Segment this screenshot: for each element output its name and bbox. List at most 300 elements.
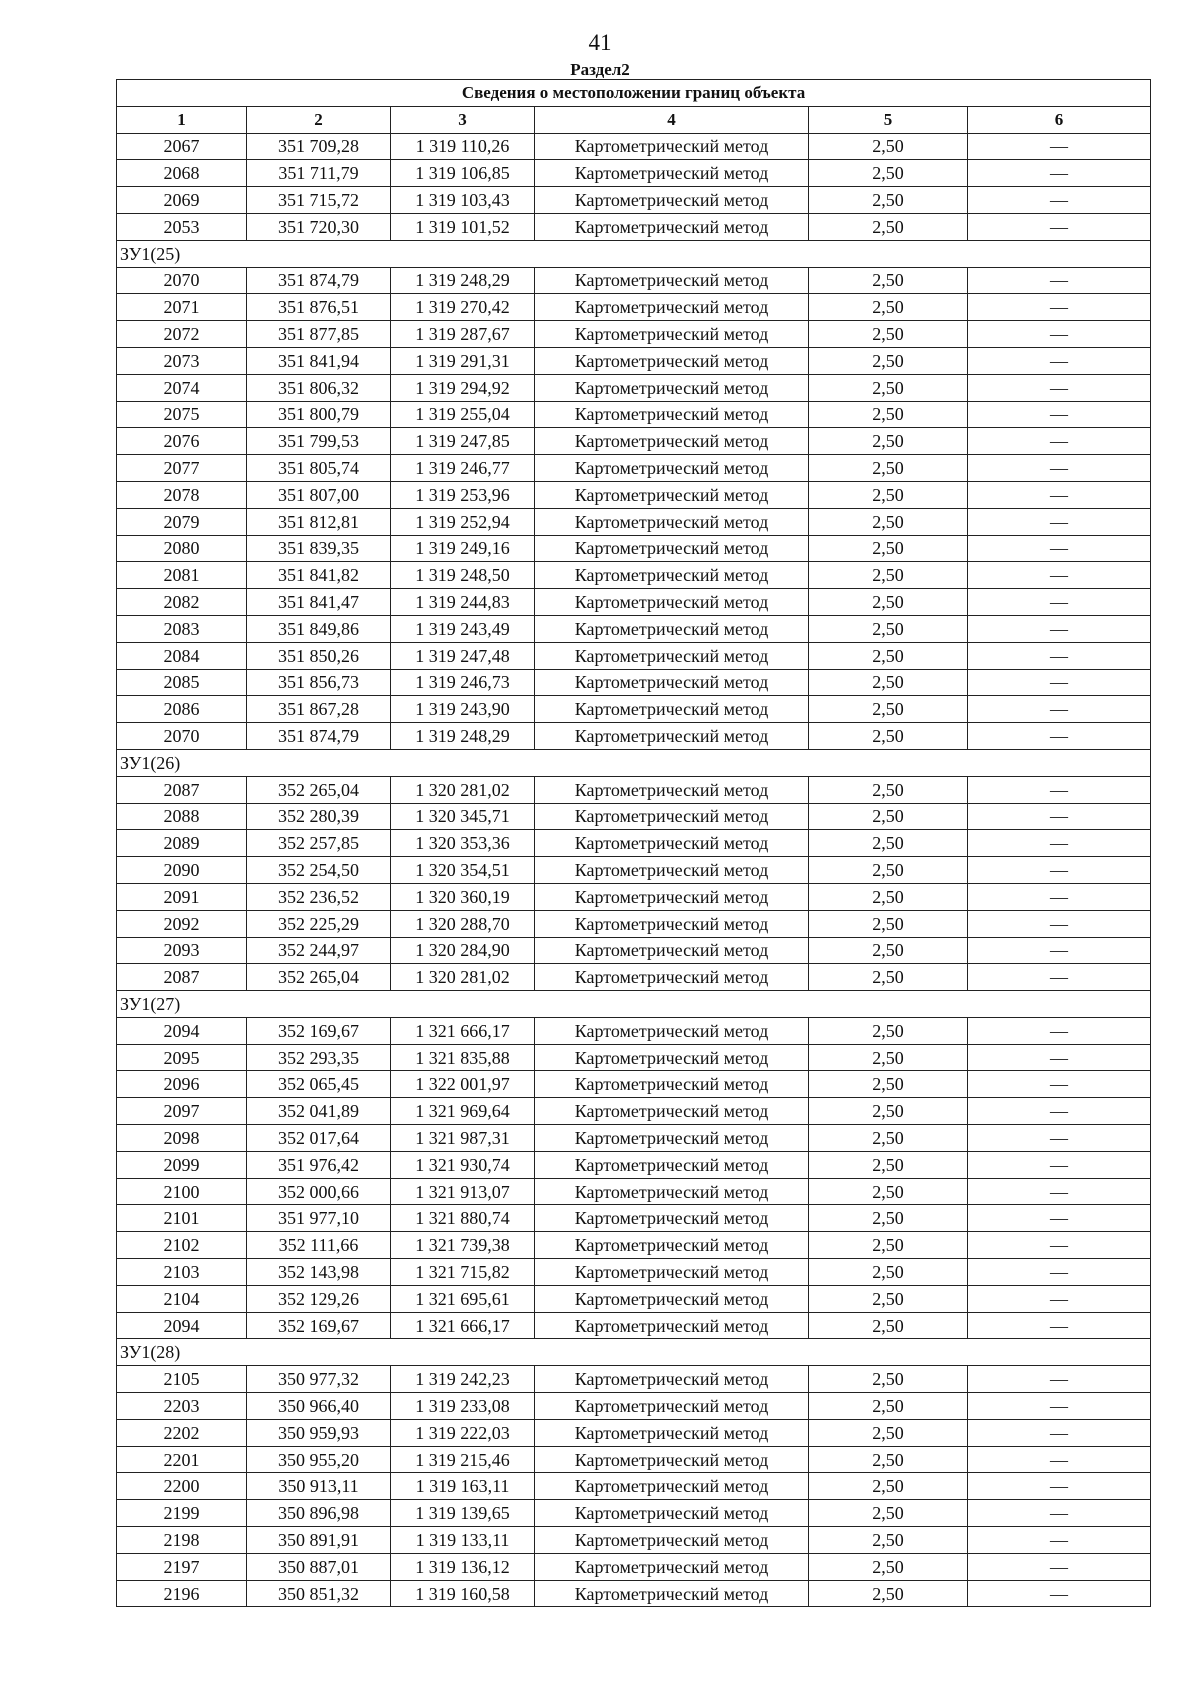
table-row [117, 883, 1151, 910]
y-coordinate-cell: 1 321 715,82 [391, 1259, 535, 1286]
accuracy-cell: 2,50 [809, 535, 968, 562]
accuracy-cell: 2,50 [809, 1017, 968, 1044]
y-coordinate-cell: 1 319 110,26 [391, 133, 535, 160]
x-coordinate-cell: 352 017,64 [247, 1125, 391, 1152]
x-coordinate-cell: 351 849,86 [247, 615, 391, 642]
table-row [117, 1205, 1151, 1232]
note-cell: — [968, 964, 1151, 991]
method-cell: Картометрический метод [535, 508, 809, 535]
point-number-cell: 2096 [117, 1071, 247, 1098]
x-coordinate-cell: 351 841,94 [247, 347, 391, 374]
method-cell: Картометрический метод [535, 1285, 809, 1312]
accuracy-cell: 2,50 [809, 1553, 968, 1580]
note-cell: — [968, 696, 1151, 723]
note-cell: — [968, 1473, 1151, 1500]
table-row [117, 321, 1151, 348]
y-coordinate-cell: 1 319 246,73 [391, 669, 535, 696]
method-cell: Картометрический метод [535, 1044, 809, 1071]
method-cell: Картометрический метод [535, 1446, 809, 1473]
accuracy-cell: 2,50 [809, 1044, 968, 1071]
note-cell: — [968, 1017, 1151, 1044]
accuracy-cell: 2,50 [809, 1098, 968, 1125]
accuracy-cell: 2,50 [809, 374, 968, 401]
accuracy-cell: 2,50 [809, 160, 968, 187]
y-coordinate-cell: 1 320 281,02 [391, 964, 535, 991]
point-number-cell: 2087 [117, 776, 247, 803]
method-cell: Картометрический метод [535, 455, 809, 482]
x-coordinate-cell: 351 850,26 [247, 642, 391, 669]
column-header: 4 [535, 106, 809, 133]
point-number-cell: 2095 [117, 1044, 247, 1071]
y-coordinate-cell: 1 321 666,17 [391, 1017, 535, 1044]
x-coordinate-cell: 350 977,32 [247, 1366, 391, 1393]
method-cell: Картометрический метод [535, 776, 809, 803]
note-cell: — [968, 1527, 1151, 1554]
note-cell: — [968, 294, 1151, 321]
method-cell: Картометрический метод [535, 883, 809, 910]
table-row [117, 187, 1151, 214]
table-row [117, 937, 1151, 964]
table-row [117, 160, 1151, 187]
accuracy-cell: 2,50 [809, 1500, 968, 1527]
column-header: 6 [968, 106, 1151, 133]
table-row [117, 1553, 1151, 1580]
x-coordinate-cell: 350 959,93 [247, 1419, 391, 1446]
method-cell: Картометрический метод [535, 1017, 809, 1044]
note-cell: — [968, 642, 1151, 669]
group-row [117, 991, 1151, 1018]
x-coordinate-cell: 352 169,67 [247, 1017, 391, 1044]
table-row [117, 1044, 1151, 1071]
x-coordinate-cell: 350 955,20 [247, 1446, 391, 1473]
column-header: 3 [391, 106, 535, 133]
point-number-cell: 2099 [117, 1151, 247, 1178]
y-coordinate-cell: 1 319 242,23 [391, 1366, 535, 1393]
method-cell: Картометрический метод [535, 1205, 809, 1232]
accuracy-cell: 2,50 [809, 857, 968, 884]
note-cell: — [968, 1312, 1151, 1339]
method-cell: Картометрический метод [535, 213, 809, 240]
y-coordinate-cell: 1 320 345,71 [391, 803, 535, 830]
accuracy-cell: 2,50 [809, 776, 968, 803]
table-row [117, 1125, 1151, 1152]
method-cell: Картометрический метод [535, 267, 809, 294]
accuracy-cell: 2,50 [809, 1178, 968, 1205]
accuracy-cell: 2,50 [809, 1312, 968, 1339]
point-number-cell: 2082 [117, 589, 247, 616]
accuracy-cell: 2,50 [809, 455, 968, 482]
note-cell: — [968, 589, 1151, 616]
x-coordinate-cell: 351 976,42 [247, 1151, 391, 1178]
point-number-cell: 2093 [117, 937, 247, 964]
method-cell: Картометрический метод [535, 401, 809, 428]
table-row [117, 803, 1151, 830]
x-coordinate-cell: 351 977,10 [247, 1205, 391, 1232]
table-row [117, 1393, 1151, 1420]
method-cell: Картометрический метод [535, 535, 809, 562]
accuracy-cell: 2,50 [809, 562, 968, 589]
table-header-row [117, 106, 1151, 133]
note-cell: — [968, 1151, 1151, 1178]
x-coordinate-cell: 352 065,45 [247, 1071, 391, 1098]
column-header: 5 [809, 106, 968, 133]
note-cell: — [968, 803, 1151, 830]
accuracy-cell: 2,50 [809, 1259, 968, 1286]
y-coordinate-cell: 1 319 222,03 [391, 1419, 535, 1446]
accuracy-cell: 2,50 [809, 1071, 968, 1098]
point-number-cell: 2071 [117, 294, 247, 321]
table-row [117, 830, 1151, 857]
x-coordinate-cell: 350 966,40 [247, 1393, 391, 1420]
accuracy-cell: 2,50 [809, 213, 968, 240]
point-number-cell: 2200 [117, 1473, 247, 1500]
x-coordinate-cell: 350 851,32 [247, 1580, 391, 1607]
point-number-cell: 2077 [117, 455, 247, 482]
method-cell: Картометрический метод [535, 1393, 809, 1420]
x-coordinate-cell: 351 876,51 [247, 294, 391, 321]
x-coordinate-cell: 352 000,66 [247, 1178, 391, 1205]
accuracy-cell: 2,50 [809, 294, 968, 321]
table-row [117, 723, 1151, 750]
table-row [117, 508, 1151, 535]
x-coordinate-cell: 351 812,81 [247, 508, 391, 535]
y-coordinate-cell: 1 321 880,74 [391, 1205, 535, 1232]
table-caption-row [117, 80, 1151, 107]
point-number-cell: 2070 [117, 267, 247, 294]
point-number-cell: 2053 [117, 213, 247, 240]
method-cell: Картометрический метод [535, 1125, 809, 1152]
note-cell: — [968, 883, 1151, 910]
point-number-cell: 2069 [117, 187, 247, 214]
method-cell: Картометрический метод [535, 1098, 809, 1125]
point-number-cell: 2083 [117, 615, 247, 642]
x-coordinate-cell: 350 913,11 [247, 1473, 391, 1500]
accuracy-cell: 2,50 [809, 1366, 968, 1393]
table-row [117, 642, 1151, 669]
method-cell: Картометрический метод [535, 160, 809, 187]
method-cell: Картометрический метод [535, 642, 809, 669]
method-cell: Картометрический метод [535, 589, 809, 616]
method-cell: Картометрический метод [535, 187, 809, 214]
x-coordinate-cell: 351 874,79 [247, 267, 391, 294]
accuracy-cell: 2,50 [809, 723, 968, 750]
method-cell: Картометрический метод [535, 481, 809, 508]
method-cell: Картометрический метод [535, 1178, 809, 1205]
y-coordinate-cell: 1 319 106,85 [391, 160, 535, 187]
table-row [117, 401, 1151, 428]
point-number-cell: 2102 [117, 1232, 247, 1259]
table-row [117, 1446, 1151, 1473]
note-cell: — [968, 857, 1151, 884]
method-cell: Картометрический метод [535, 1312, 809, 1339]
note-cell: — [968, 615, 1151, 642]
x-coordinate-cell: 352 225,29 [247, 910, 391, 937]
note-cell: — [968, 321, 1151, 348]
accuracy-cell: 2,50 [809, 401, 968, 428]
x-coordinate-cell: 350 891,91 [247, 1527, 391, 1554]
method-cell: Картометрический метод [535, 696, 809, 723]
accuracy-cell: 2,50 [809, 642, 968, 669]
table-row [117, 589, 1151, 616]
note-cell: — [968, 401, 1151, 428]
point-number-cell: 2104 [117, 1285, 247, 1312]
note-cell: — [968, 1044, 1151, 1071]
point-number-cell: 2074 [117, 374, 247, 401]
note-cell: — [968, 508, 1151, 535]
point-number-cell: 2100 [117, 1178, 247, 1205]
note-cell: — [968, 1419, 1151, 1446]
y-coordinate-cell: 1 321 987,31 [391, 1125, 535, 1152]
y-coordinate-cell: 1 319 294,92 [391, 374, 535, 401]
y-coordinate-cell: 1 321 695,61 [391, 1285, 535, 1312]
method-cell: Картометрический метод [535, 1473, 809, 1500]
y-coordinate-cell: 1 319 248,29 [391, 267, 535, 294]
x-coordinate-cell: 352 111,66 [247, 1232, 391, 1259]
y-coordinate-cell: 1 321 969,64 [391, 1098, 535, 1125]
point-number-cell: 2105 [117, 1366, 247, 1393]
method-cell: Картометрический метод [535, 321, 809, 348]
table-row [117, 562, 1151, 589]
y-coordinate-cell: 1 319 215,46 [391, 1446, 535, 1473]
y-coordinate-cell: 1 319 253,96 [391, 481, 535, 508]
table-row [117, 1285, 1151, 1312]
point-number-cell: 2089 [117, 830, 247, 857]
table-row [117, 1017, 1151, 1044]
table-row [117, 964, 1151, 991]
note-cell: — [968, 1205, 1151, 1232]
table-row [117, 1232, 1151, 1259]
accuracy-cell: 2,50 [809, 481, 968, 508]
accuracy-cell: 2,50 [809, 696, 968, 723]
note-cell: — [968, 1285, 1151, 1312]
note-cell: — [968, 776, 1151, 803]
column-header: 2 [247, 106, 391, 133]
note-cell: — [968, 160, 1151, 187]
method-cell: Картометрический метод [535, 374, 809, 401]
accuracy-cell: 2,50 [809, 830, 968, 857]
accuracy-cell: 2,50 [809, 964, 968, 991]
point-number-cell: 2086 [117, 696, 247, 723]
table-row [117, 1071, 1151, 1098]
accuracy-cell: 2,50 [809, 615, 968, 642]
accuracy-cell: 2,50 [809, 883, 968, 910]
page-number: 41 [588, 30, 612, 55]
x-coordinate-cell: 352 293,35 [247, 1044, 391, 1071]
point-number-cell: 2076 [117, 428, 247, 455]
method-cell: Картометрический метод [535, 1071, 809, 1098]
accuracy-cell: 2,50 [809, 1580, 968, 1607]
accuracy-cell: 2,50 [809, 669, 968, 696]
method-cell: Картометрический метод [535, 937, 809, 964]
x-coordinate-cell: 351 839,35 [247, 535, 391, 562]
note-cell: — [968, 374, 1151, 401]
x-coordinate-cell: 351 877,85 [247, 321, 391, 348]
point-number-cell: 2075 [117, 401, 247, 428]
method-cell: Картометрический метод [535, 1527, 809, 1554]
note-cell: — [968, 1393, 1151, 1420]
point-number-cell: 2090 [117, 857, 247, 884]
x-coordinate-cell: 351 711,79 [247, 160, 391, 187]
y-coordinate-cell: 1 319 133,11 [391, 1527, 535, 1554]
note-cell: — [968, 1232, 1151, 1259]
y-coordinate-cell: 1 319 270,42 [391, 294, 535, 321]
method-cell: Картометрический метод [535, 803, 809, 830]
y-coordinate-cell: 1 319 243,90 [391, 696, 535, 723]
group-row [117, 749, 1151, 776]
point-number-cell: 2101 [117, 1205, 247, 1232]
x-coordinate-cell: 352 143,98 [247, 1259, 391, 1286]
method-cell: Картометрический метод [535, 1500, 809, 1527]
note-cell: — [968, 455, 1151, 482]
table-row [117, 1527, 1151, 1554]
point-number-cell: 2079 [117, 508, 247, 535]
point-number-cell: 2080 [117, 535, 247, 562]
note-cell: — [968, 1446, 1151, 1473]
note-cell: — [968, 133, 1151, 160]
point-number-cell: 2196 [117, 1580, 247, 1607]
table-body [117, 133, 1151, 1607]
point-number-cell: 2072 [117, 321, 247, 348]
table-row [117, 213, 1151, 240]
point-number-cell: 2198 [117, 1527, 247, 1554]
y-coordinate-cell: 1 321 739,38 [391, 1232, 535, 1259]
coordinates-table [116, 79, 1151, 1607]
point-number-cell: 2197 [117, 1553, 247, 1580]
point-number-cell: 2081 [117, 562, 247, 589]
table-row [117, 133, 1151, 160]
group-label: ЗУ1(28) [117, 1339, 1151, 1366]
table-row [117, 1580, 1151, 1607]
point-number-cell: 2092 [117, 910, 247, 937]
accuracy-cell: 2,50 [809, 187, 968, 214]
accuracy-cell: 2,50 [809, 910, 968, 937]
note-cell: — [968, 1500, 1151, 1527]
method-cell: Картометрический метод [535, 830, 809, 857]
table-row [117, 1419, 1151, 1446]
table-row [117, 294, 1151, 321]
accuracy-cell: 2,50 [809, 267, 968, 294]
method-cell: Картометрический метод [535, 1580, 809, 1607]
point-number-cell: 2073 [117, 347, 247, 374]
note-cell: — [968, 187, 1151, 214]
group-label: ЗУ1(27) [117, 991, 1151, 1018]
y-coordinate-cell: 1 319 244,83 [391, 589, 535, 616]
x-coordinate-cell: 352 236,52 [247, 883, 391, 910]
accuracy-cell: 2,50 [809, 508, 968, 535]
x-coordinate-cell: 351 867,28 [247, 696, 391, 723]
x-coordinate-cell: 352 041,89 [247, 1098, 391, 1125]
method-cell: Картометрический метод [535, 1151, 809, 1178]
table-row [117, 776, 1151, 803]
x-coordinate-cell: 352 254,50 [247, 857, 391, 884]
y-coordinate-cell: 1 319 233,08 [391, 1393, 535, 1420]
table-row [117, 857, 1151, 884]
y-coordinate-cell: 1 321 666,17 [391, 1312, 535, 1339]
table-row [117, 1366, 1151, 1393]
y-coordinate-cell: 1 319 160,58 [391, 1580, 535, 1607]
group-label: ЗУ1(25) [117, 240, 1151, 267]
method-cell: Картометрический метод [535, 1232, 809, 1259]
accuracy-cell: 2,50 [809, 133, 968, 160]
note-cell: — [968, 1366, 1151, 1393]
x-coordinate-cell: 351 715,72 [247, 187, 391, 214]
note-cell: — [968, 1259, 1151, 1286]
point-number-cell: 2070 [117, 723, 247, 750]
x-coordinate-cell: 352 169,67 [247, 1312, 391, 1339]
point-number-cell: 2201 [117, 1446, 247, 1473]
note-cell: — [968, 1553, 1151, 1580]
x-coordinate-cell: 351 805,74 [247, 455, 391, 482]
y-coordinate-cell: 1 320 360,19 [391, 883, 535, 910]
accuracy-cell: 2,50 [809, 321, 968, 348]
table-row [117, 910, 1151, 937]
y-coordinate-cell: 1 319 243,49 [391, 615, 535, 642]
method-cell: Картометрический метод [535, 1259, 809, 1286]
y-coordinate-cell: 1 319 103,43 [391, 187, 535, 214]
y-coordinate-cell: 1 319 136,12 [391, 1553, 535, 1580]
note-cell: — [968, 562, 1151, 589]
y-coordinate-cell: 1 319 255,04 [391, 401, 535, 428]
note-cell: — [968, 213, 1151, 240]
table-caption: Сведения о местоположении границ объекта [117, 80, 1151, 107]
y-coordinate-cell: 1 319 139,65 [391, 1500, 535, 1527]
accuracy-cell: 2,50 [809, 1232, 968, 1259]
note-cell: — [968, 1178, 1151, 1205]
y-coordinate-cell: 1 319 252,94 [391, 508, 535, 535]
section-title: Раздел2 [570, 60, 630, 79]
accuracy-cell: 2,50 [809, 589, 968, 616]
point-number-cell: 2088 [117, 803, 247, 830]
accuracy-cell: 2,50 [809, 1285, 968, 1312]
accuracy-cell: 2,50 [809, 1125, 968, 1152]
y-coordinate-cell: 1 319 163,11 [391, 1473, 535, 1500]
accuracy-cell: 2,50 [809, 1446, 968, 1473]
point-number-cell: 2199 [117, 1500, 247, 1527]
table-row [117, 428, 1151, 455]
y-coordinate-cell: 1 320 353,36 [391, 830, 535, 857]
note-cell: — [968, 1071, 1151, 1098]
method-cell: Картометрический метод [535, 615, 809, 642]
method-cell: Картометрический метод [535, 910, 809, 937]
y-coordinate-cell: 1 320 354,51 [391, 857, 535, 884]
y-coordinate-cell: 1 321 913,07 [391, 1178, 535, 1205]
y-coordinate-cell: 1 320 284,90 [391, 937, 535, 964]
column-header: 1 [117, 106, 247, 133]
accuracy-cell: 2,50 [809, 1473, 968, 1500]
method-cell: Картометрический метод [535, 347, 809, 374]
accuracy-cell: 2,50 [809, 347, 968, 374]
table-row [117, 1312, 1151, 1339]
x-coordinate-cell: 351 841,47 [247, 589, 391, 616]
note-cell: — [968, 535, 1151, 562]
x-coordinate-cell: 352 129,26 [247, 1285, 391, 1312]
table-row [117, 374, 1151, 401]
y-coordinate-cell: 1 319 248,29 [391, 723, 535, 750]
x-coordinate-cell: 352 280,39 [247, 803, 391, 830]
note-cell: — [968, 428, 1151, 455]
note-cell: — [968, 830, 1151, 857]
y-coordinate-cell: 1 320 288,70 [391, 910, 535, 937]
point-number-cell: 2068 [117, 160, 247, 187]
x-coordinate-cell: 351 841,82 [247, 562, 391, 589]
note-cell: — [968, 723, 1151, 750]
method-cell: Картометрический метод [535, 857, 809, 884]
note-cell: — [968, 1098, 1151, 1125]
table-row [117, 347, 1151, 374]
accuracy-cell: 2,50 [809, 428, 968, 455]
point-number-cell: 2094 [117, 1312, 247, 1339]
point-number-cell: 2094 [117, 1017, 247, 1044]
